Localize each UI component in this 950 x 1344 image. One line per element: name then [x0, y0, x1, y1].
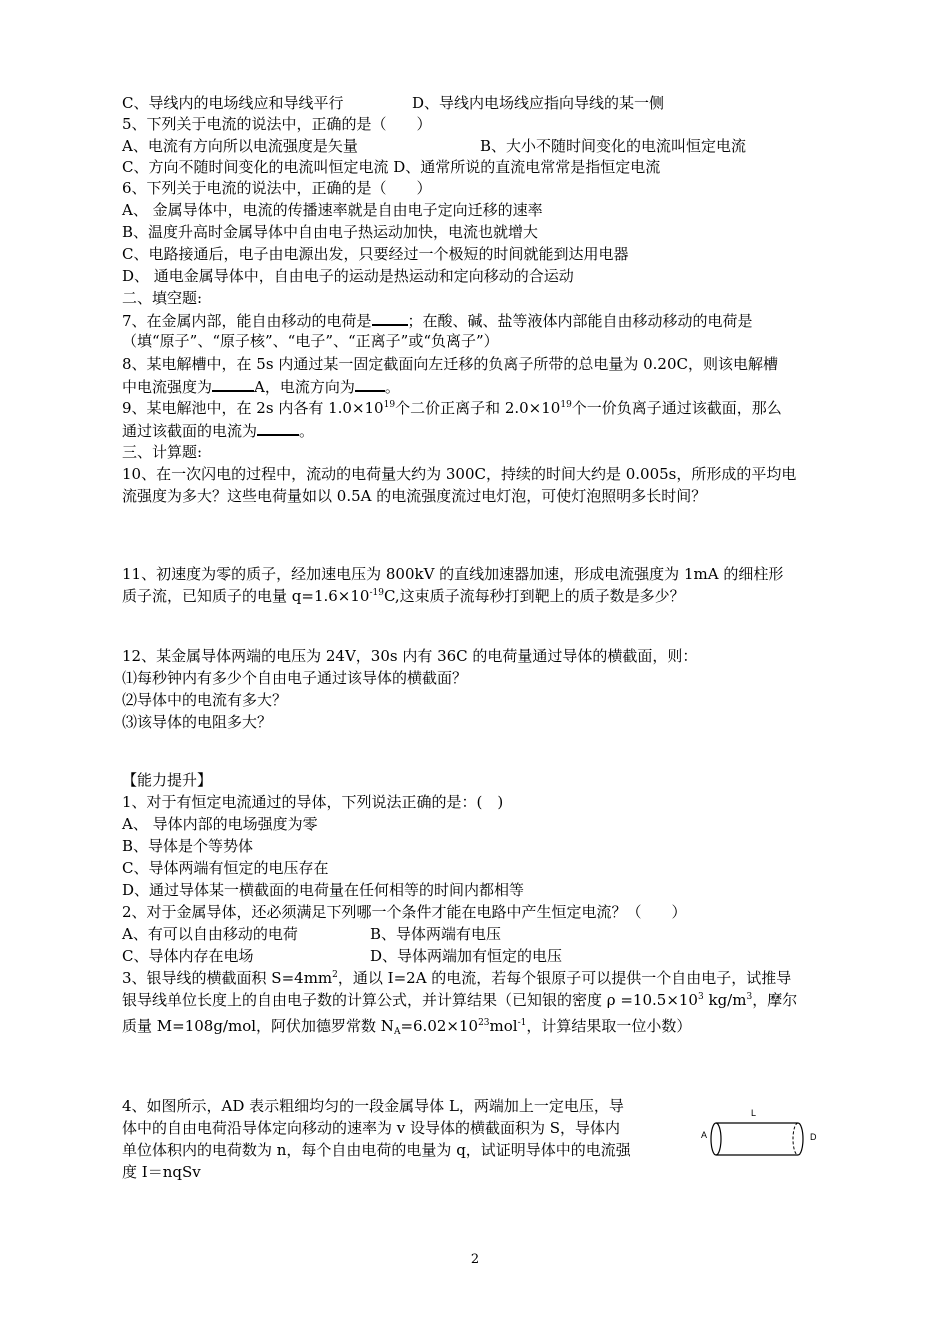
question-12: 12、某金属导体两端的电压为 24V，30s 内有 36C 的电荷量通过导体的横截面，则： [122, 647, 698, 665]
ability-q1-option-a: A、 导体内部的电场强度为零 [122, 815, 318, 833]
page-number: 2 [470, 1252, 480, 1267]
q7-text-b: ；在酸、碱、盐等液体内部能自由移动移动的电荷是 [407, 312, 753, 330]
ability-q1-option-d: D、通过导体某一横截面的电荷量在任何相等的时间内都相等 [122, 881, 525, 899]
q8-text-c: 。 [384, 378, 400, 396]
question-5: 5、下列关于电流的说法中，正确的是（ ） [122, 115, 432, 133]
exponent: 3 [746, 992, 753, 1002]
q9-text-a: 9、某电解池中，在 2s 内各有 1.0×10 [122, 399, 384, 417]
exponent: 19 [383, 400, 396, 410]
exponent: 3 [697, 992, 704, 1002]
ability-question-2: 2、对于金属导体，还必须满足下列哪一个条件才能在电路中产生恒定电流？（ ） [122, 903, 687, 921]
cylinder-right-hidden [793, 1123, 798, 1155]
question-10-line1: 10、在一次闪电的过程中，流动的电荷量大约为 300C，持续的时间大约是 0.005s，所形成的平均电 [122, 465, 797, 483]
q6-option-d: D、 通电金属导体中，自由电子的运动是热运动和定向移动的合运动 [122, 267, 574, 285]
cylinder-diagram [700, 1106, 820, 1166]
ability-question-3-line3 [122, 1016, 691, 1036]
ability-question-4-line4: 度 I＝nqSv [122, 1163, 201, 1181]
conductor-cylinder-figure [700, 1106, 820, 1166]
ability-question-1: 1、对于有恒定电流通过的导体，下列说法正确的是：( ) [122, 793, 504, 811]
p3-text-d: kg/m [703, 991, 747, 1009]
exponent: -1 [517, 1018, 527, 1028]
ability-question-4-line3: 单位体积内的电荷数为 n，每个自由电荷的电量为 q，试证明导体中的电流强 [122, 1141, 631, 1159]
option-c: C、导体内存在电场 [122, 947, 254, 965]
answer-blank[interactable] [257, 420, 299, 436]
ability-question-3-line2 [122, 990, 797, 1010]
option-a: A、有可以自由移动的电荷 [122, 925, 298, 943]
exponent: 23 [478, 1018, 490, 1028]
label-l: L [751, 1108, 757, 1118]
q8-text-b: A，电流方向为 [254, 378, 355, 396]
question-11-line1: 11、初速度为零的质子，经加速电压为 800kV 的直线加速器加速，形成电流强度为 1mA 的细柱形 [122, 565, 784, 583]
q5-options-cd: C、方向不随时间变化的电流叫恒定电流 D、通常所说的直流电常常是指恒定电流 [122, 158, 661, 176]
ability-q1-option-b: B、导体是个等势体 [122, 837, 254, 855]
p3-text-h: mol [489, 1017, 518, 1035]
answer-blank[interactable] [372, 310, 408, 326]
q9-text-e: 。 [299, 422, 315, 440]
question-7-line2: （填“原子”、“原子核”、“电子”、“正离子”或“负离子”） [122, 332, 499, 350]
exponent: -19 [369, 588, 384, 598]
q9-text-b: 个二价正离子和 2.0×10 [395, 399, 561, 417]
answer-blank[interactable] [212, 376, 254, 392]
exponent: 19 [560, 400, 572, 410]
question-12-part2: ⑵导体中的电流有多大？ [122, 691, 288, 709]
q7-text-a: 7、在金属内部，能自由移动的电荷是 [122, 312, 372, 330]
p3-text-a: 3、银导线的横截面积 S=4mm [122, 969, 333, 987]
cylinder-left-end [711, 1123, 721, 1155]
option-c: C、导线内的电场线应和导线平行 [122, 94, 344, 112]
p3-text-e: ，摩尔 [752, 991, 798, 1009]
p3-text-c: 银导线单位长度上的自由电子数的计算公式，并计算结果（已知银的密度 ρ =10.5×10 [122, 991, 698, 1009]
question-10-line2: 流强度为多大？这些电荷量如以 0.5A 的电流强度流过电灯泡，可使灯泡照明多长时间？ [122, 487, 707, 505]
answer-blank[interactable] [355, 376, 385, 392]
q11-text-a: 质子流，已知质子的电量 q=1.6×10 [122, 587, 370, 605]
p3-text-i: ，计算结果取一位小数） [526, 1017, 692, 1035]
question-8-line2 [122, 376, 400, 397]
q9-text-c: 个一价负离子通过该截面，那么 [571, 399, 782, 417]
cylinder-right-front [798, 1123, 803, 1155]
p3-text-f: 质量 M=108g/mol，阿伏加德罗常数 N [122, 1017, 394, 1035]
section-fill-in: 二、填空题: [122, 289, 203, 307]
exponent: 2 [332, 970, 338, 980]
option-d: D、导体两端加有恒定的电压 [370, 947, 563, 965]
option-b: B、导体两端有电压 [370, 925, 502, 943]
ability-q2-options-ab [122, 924, 502, 944]
option-d: D、导线内电场线应指向导线的某一侧 [412, 94, 665, 112]
question-9-line2 [122, 420, 314, 441]
ability-question-4-line1: 4、如图所示，AD 表示粗细均匀的一段金属导体 L，两端加上一定电压，导 [122, 1097, 624, 1115]
q6-option-c: C、电路接通后，电子由电源出发，只要经过一个极短的时间就能到达用电器 [122, 245, 629, 263]
ability-question-3-line1 [122, 968, 791, 988]
q5-options-ab [122, 136, 747, 156]
question-12-part3: ⑶该导体的电阻多大？ [122, 713, 273, 731]
q6-option-a: A、 金属导体中，电流的传播速率就是自由电子定向迁移的速率 [122, 201, 543, 219]
q11-text-b: C,这束质子流每秒打到靶上的质子数是多少？ [383, 587, 685, 605]
p3-text-g: =6.02×10 [400, 1017, 479, 1035]
ability-q1-option-c: C、导体两端有恒定的电压存在 [122, 859, 329, 877]
option-a: A、电流有方向所以电流强度是矢量 [122, 137, 358, 155]
label-d: D [810, 1132, 817, 1142]
label-a: A [701, 1130, 708, 1140]
question-11-line2 [122, 586, 685, 606]
question-6: 6、下列关于电流的说法中，正确的是（ ） [122, 179, 432, 197]
subscript: A [393, 1027, 401, 1037]
question-12-part1: ⑴每秒钟内有多少个自由电子通过该导体的横截面？ [122, 669, 468, 687]
question-8-line1: 8、某电解槽中，在 5s 内通过某一固定截面向左迁移的负离子所带的总电量为 0.20C，则该电解槽 [122, 355, 778, 373]
ability-q2-options-cd [122, 946, 563, 966]
q4-options-cd [122, 93, 665, 113]
option-b: B、大小不随时间变化的电流叫恒定电流 [480, 137, 747, 155]
question-7-line1 [122, 310, 753, 331]
q6-option-b: B、温度升高时金属导体中自由电子热运动加快，电流也就增大 [122, 223, 539, 241]
q8-text-a: 中电流强度为 [122, 378, 213, 396]
p3-text-b: ，通以 I=2A 的电流，若每个银原子可以提供一个自由电子，试推导 [337, 969, 792, 987]
section-calculation: 三、计算题: [122, 443, 203, 461]
section-ability: 【能力提升】 [122, 771, 213, 789]
ability-question-4-line2: 体中的自由电荷沿导体定向移动的速率为 v 设导体的横截面积为 S，导体内 [122, 1119, 621, 1137]
q9-text-d: 通过该截面的电流为 [122, 422, 258, 440]
question-9-line1 [122, 398, 782, 418]
